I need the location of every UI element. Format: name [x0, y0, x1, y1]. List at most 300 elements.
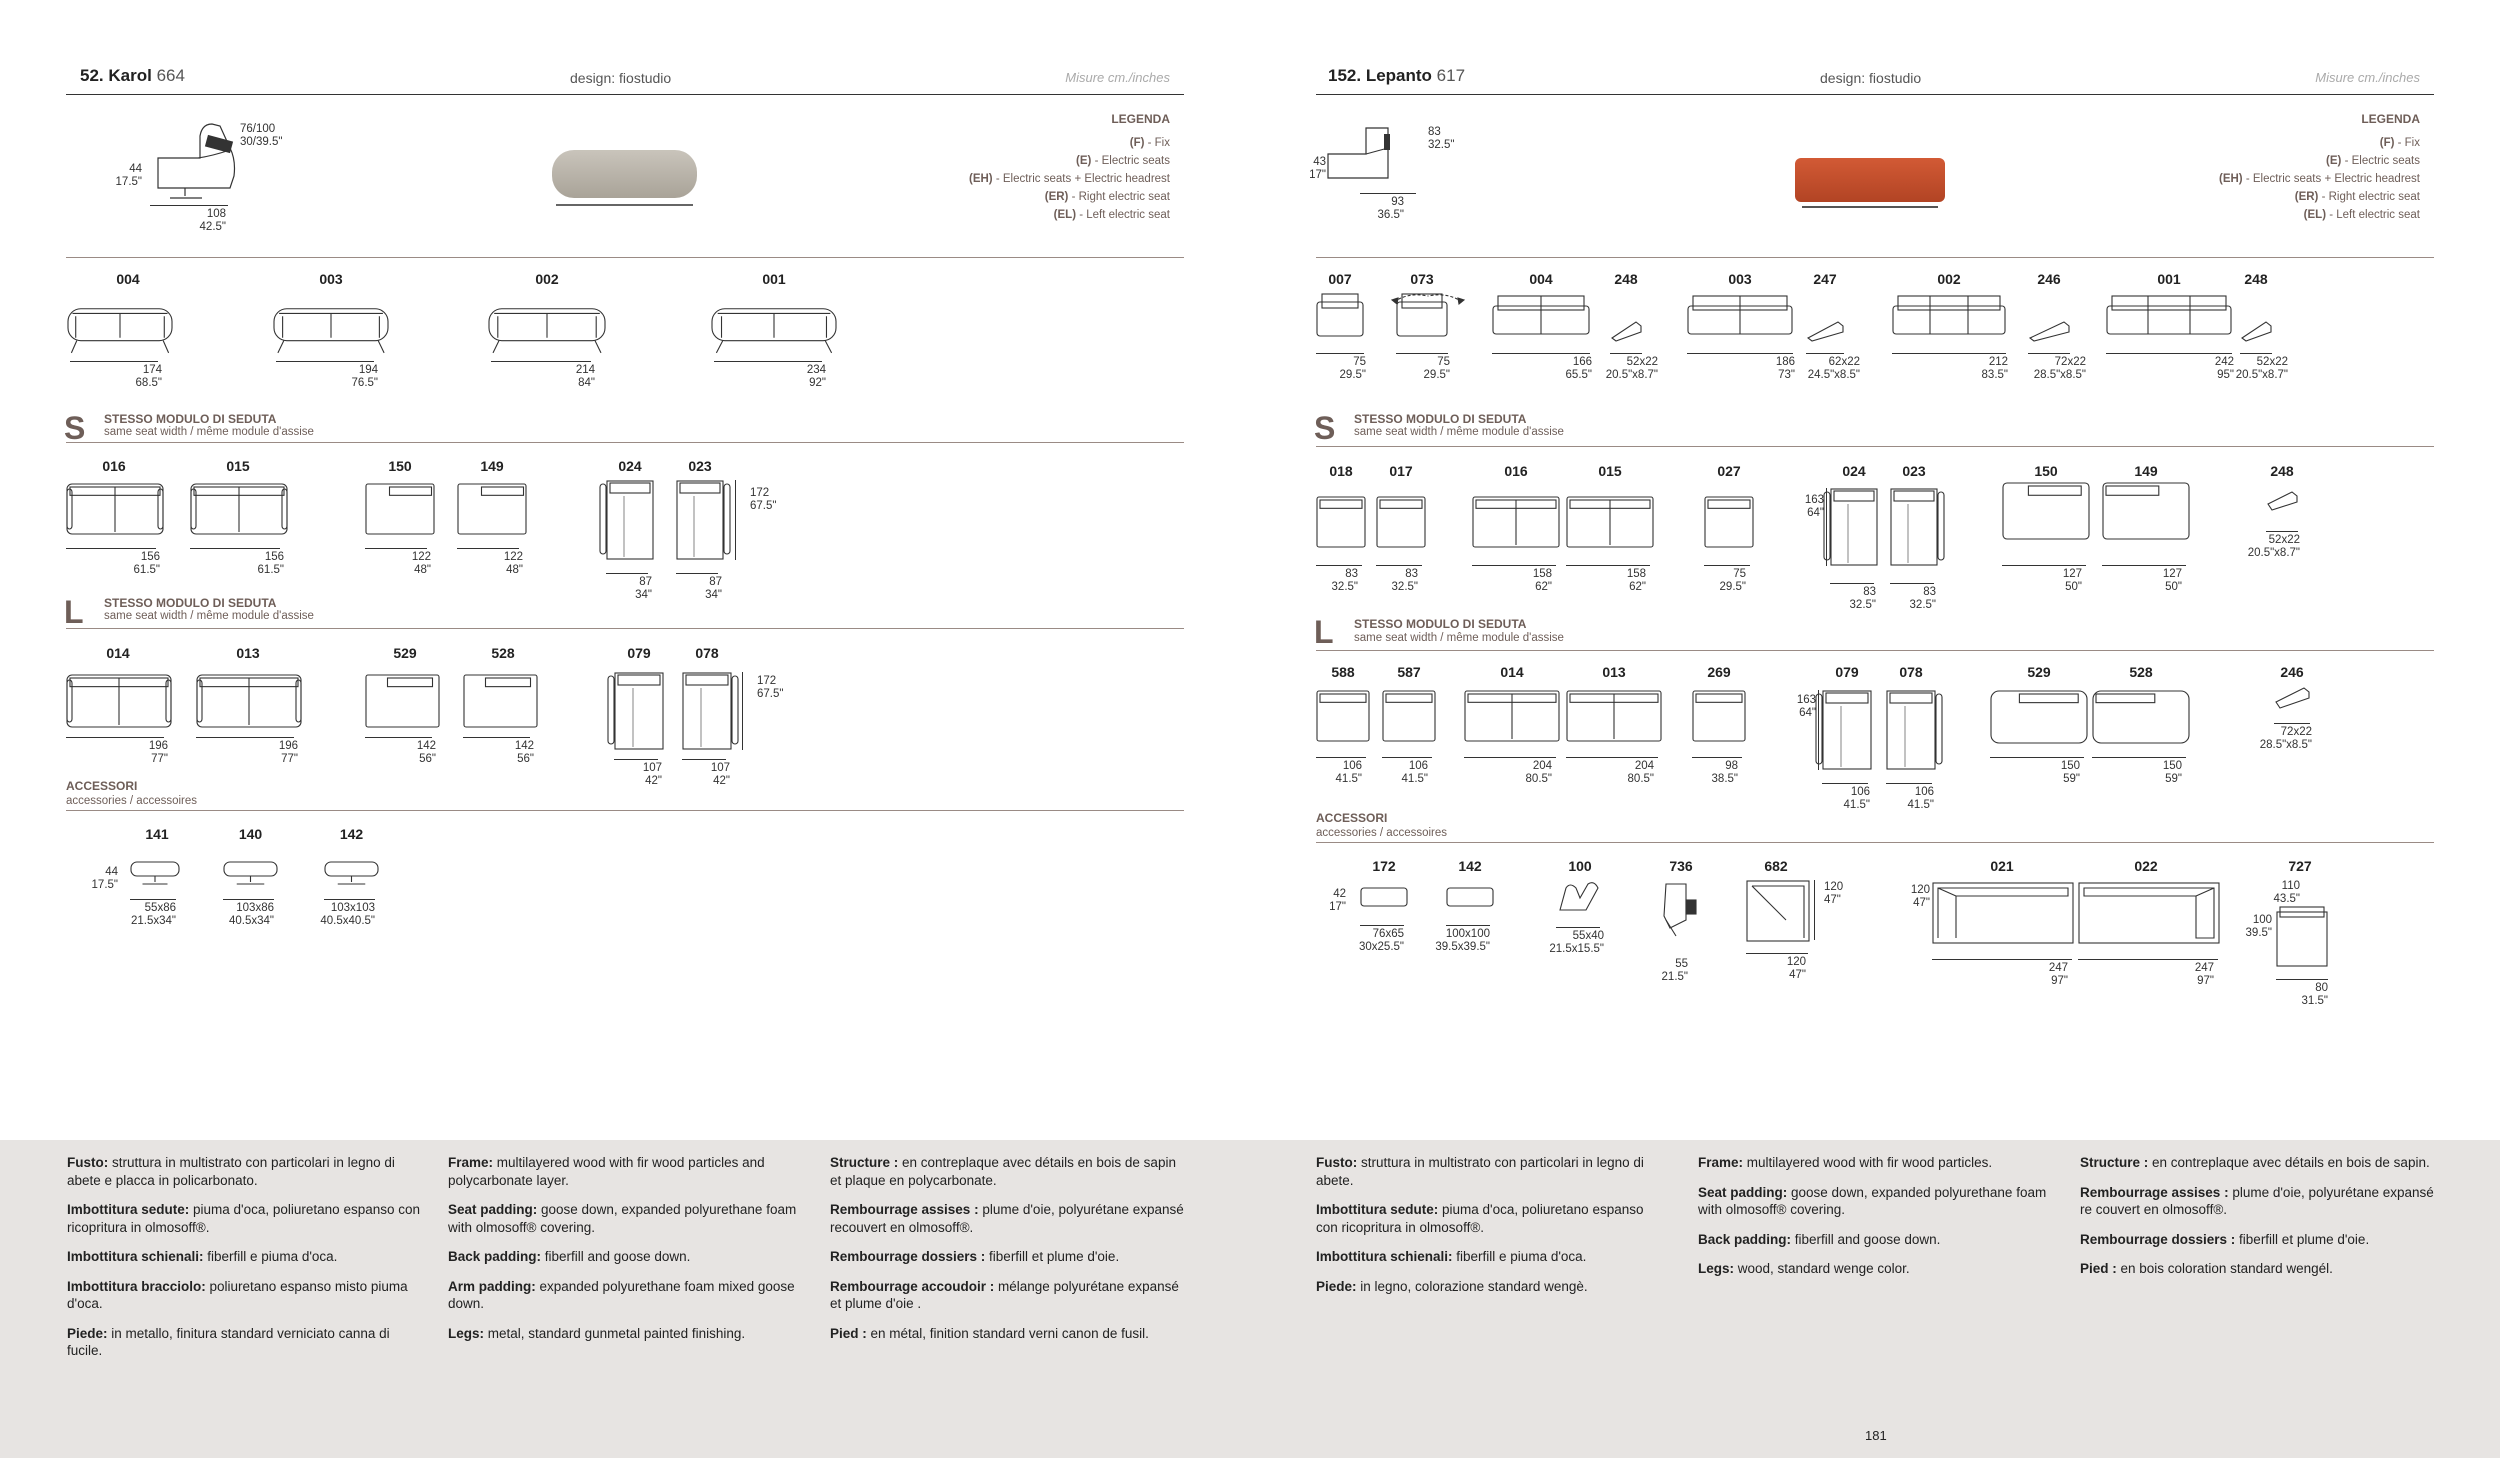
- rule: [66, 257, 1184, 258]
- spec-label: Frame:: [1698, 1155, 1744, 1170]
- dimension-label: 87 34": [635, 576, 652, 601]
- spec-label: Piede:: [67, 1325, 108, 1341]
- spec-paragraph: [448, 1278, 803, 1313]
- depth-line: [1826, 488, 1827, 566]
- legend-item: [870, 206, 1170, 224]
- item-code: 078: [1899, 664, 1923, 680]
- dimension-line: [66, 737, 164, 738]
- dimension-line: [2102, 565, 2186, 566]
- legend-text: - Fix: [1144, 137, 1170, 149]
- legend-code: (EL): [2303, 209, 2327, 221]
- item-code: 248: [2244, 271, 2268, 287]
- spec-label: Structure :: [2080, 1155, 2149, 1170]
- sofa-drawing: [1892, 292, 2006, 338]
- accessories-sub: accessories / accessoires: [66, 795, 198, 807]
- item-code: 002: [1937, 271, 1961, 287]
- item-code: 149: [2134, 463, 2158, 479]
- item-code: 682: [1764, 858, 1788, 874]
- legend-item: [2120, 188, 2420, 206]
- item-code: 141: [145, 826, 169, 842]
- ottoman-drawing: [130, 858, 180, 888]
- spec-text: goose down, expanded polyurethane foam with olmosoff® covering.: [448, 1202, 797, 1235]
- dimension-label: 247 97": [2194, 962, 2214, 987]
- section-sub: same seat width / même module d'assise: [1354, 426, 1564, 438]
- dimension-label: 100x100 39.5x39.5": [1435, 928, 1490, 953]
- product-number: 52.: [80, 66, 104, 85]
- spec-label: Imbottitura sedute:: [67, 1202, 190, 1217]
- dimension-label: 107 42": [642, 762, 662, 787]
- module-drawing: [365, 674, 440, 728]
- module-drawing: [365, 483, 435, 535]
- item-code: 015: [226, 458, 250, 474]
- item-code: 016: [1504, 463, 1528, 479]
- dimension-line: [365, 737, 432, 738]
- product-qty: 664: [156, 66, 185, 85]
- spec-text: struttura in multistrato con particolari in legno di abete e placca in policarbonato.: [67, 1155, 395, 1188]
- product-name: Karol: [108, 66, 152, 85]
- spec-text: multilayered wood with fir wood particles and polycarbonate layer.: [448, 1155, 765, 1188]
- legend-code: (E): [2326, 155, 2342, 167]
- module-drawing: [1316, 690, 1370, 742]
- item-code: 246: [2037, 271, 2061, 287]
- spec-label: Imbottitura schienali:: [67, 1249, 204, 1264]
- cushion-drawing: [1610, 318, 1642, 342]
- spec-label: Pied :: [2080, 1261, 2117, 1276]
- cushion-drawing: [2240, 318, 2272, 342]
- accessories-title: ACCESSORI: [66, 779, 138, 793]
- item-code: 003: [1728, 271, 1752, 287]
- corner-drawing: [1746, 880, 1810, 942]
- dimension-line: [1704, 565, 1750, 566]
- spec-label: Back padding:: [1698, 1231, 1792, 1247]
- product-number: 152.: [1328, 66, 1362, 85]
- dimension-label: 52x22 20.5"x8.7": [2247, 534, 2300, 559]
- chaise-drawing: [682, 672, 732, 750]
- dimension-line: [2276, 979, 2328, 980]
- item-code: 002: [535, 271, 559, 287]
- photo-legs: [556, 196, 693, 206]
- ottoman-drawing: [324, 858, 379, 888]
- legend-code: (F): [1129, 137, 1145, 149]
- rule: [1316, 446, 2434, 447]
- spec-text: en métal, finition standard verni canon de fusil.: [866, 1325, 1149, 1341]
- footer-english: [1698, 1154, 2053, 1290]
- legend-text: - Electric seats: [1091, 155, 1170, 167]
- dimension-line: [190, 548, 280, 549]
- dimension-label: 72x22 28.5"x8.5": [2033, 356, 2086, 381]
- item-code: 001: [762, 271, 786, 287]
- product-photo: [552, 150, 697, 198]
- spec-paragraph: [1316, 1154, 1646, 1189]
- dimension-label: 186 73": [1775, 356, 1795, 381]
- item-code: 140: [238, 826, 263, 842]
- item-code: 529: [2027, 664, 2051, 680]
- dimension-label: 75 29.5": [1719, 568, 1746, 593]
- spec-paragraph: [448, 1248, 803, 1266]
- spec-paragraph: [67, 1201, 422, 1236]
- dimension-line: [2078, 959, 2218, 960]
- section-sub: same seat width / même module d'assise: [104, 610, 314, 622]
- legend-text: - Right electric seat: [2318, 191, 2420, 203]
- item-code: 142: [339, 826, 364, 842]
- dimension-line: [276, 361, 374, 362]
- item-code: 150: [388, 458, 412, 474]
- sofa-drawing: [272, 296, 390, 354]
- dimension-label: 103x103 40.5x40.5": [320, 902, 375, 927]
- chaise-drawing: [1886, 690, 1936, 770]
- designer: design: fiostudio: [1820, 70, 1922, 86]
- spec-label: Seat padding:: [1698, 1184, 1788, 1200]
- dimension-line: [1566, 565, 1650, 566]
- dimension-line: [66, 548, 156, 549]
- spec-text: en contreplaque avec détails en bois de sapin.: [2148, 1155, 2430, 1170]
- dimension-line: [1316, 565, 1362, 566]
- spec-label: Rembourrage assises :: [830, 1202, 979, 1217]
- sofa-drawing: [1316, 292, 1364, 338]
- item-code: 248: [2270, 463, 2294, 479]
- rule: [1316, 842, 2434, 843]
- dimension-label: 62x22 24.5"x8.5": [1807, 356, 1860, 381]
- module-drawing: [1464, 690, 1560, 742]
- chaise-drawing: [1830, 488, 1878, 566]
- item-code: 247: [1813, 271, 1837, 287]
- dimension-label: 163 64": [1804, 494, 1824, 519]
- dimension-label: 150 59": [2162, 760, 2182, 785]
- spec-paragraph: [1698, 1260, 2053, 1278]
- footer-italian: [67, 1154, 422, 1372]
- item-code: 079: [1835, 664, 1859, 680]
- chaise-drawing: [606, 480, 654, 560]
- dimension-label: 172 67.5": [750, 487, 777, 512]
- module-drawing: [1472, 496, 1560, 548]
- item-code: 014: [1500, 664, 1524, 680]
- item-code: 172: [1372, 858, 1396, 874]
- dimension-line: [1746, 953, 1808, 954]
- dimension-line: [1360, 925, 1404, 926]
- spec-text: plume d'oie, polyurétane expansé re couvert en olmosoff®.: [2080, 1184, 2434, 1217]
- spec-paragraph: [1316, 1248, 1646, 1266]
- dimension-line: [1990, 757, 2084, 758]
- spec-label: Structure :: [830, 1155, 899, 1170]
- legend-item: [870, 134, 1170, 152]
- item-code: 246: [2280, 664, 2304, 680]
- spec-text: metal, standard gunmetal painted finishing.: [484, 1325, 746, 1341]
- rule: [66, 810, 1184, 811]
- side-profile-drawing: [1326, 122, 1396, 184]
- spec-label: Imbottitura sedute:: [1316, 1202, 1439, 1217]
- corner-sofa-drawing: [2078, 882, 2220, 944]
- header-rule: [1316, 94, 2434, 95]
- item-code: 248: [1614, 271, 1638, 287]
- spec-text: struttura in multistrato con particolari in legno di abete.: [1316, 1155, 1644, 1188]
- dimension-label: 247 97": [2048, 962, 2068, 987]
- sofa-drawing: [487, 296, 607, 354]
- ottoman-drawing: [1360, 886, 1408, 910]
- dimension-label: 106 41.5": [1907, 786, 1934, 811]
- legend-list: [2120, 134, 2420, 224]
- profile-depth-line: [1360, 193, 1416, 194]
- item-code: 013: [1602, 664, 1626, 680]
- module-drawing: [1382, 690, 1436, 742]
- dimension-line: [1890, 583, 1934, 584]
- spec-text: fiberfill et plume d'oie.: [2235, 1231, 2370, 1247]
- spec-label: Pied :: [830, 1325, 867, 1341]
- item-code: 001: [2157, 271, 2181, 287]
- dimension-label: 166 65.5": [1565, 356, 1592, 381]
- spec-paragraph: [67, 1278, 422, 1313]
- depth-line: [735, 480, 736, 560]
- module-drawing: [2092, 690, 2190, 744]
- item-code: 588: [1331, 664, 1355, 680]
- legend-item: [2120, 152, 2420, 170]
- dimension-label: 234 92": [806, 364, 826, 389]
- item-code: 079: [627, 645, 651, 661]
- item-code: 587: [1397, 664, 1421, 680]
- dimension-label: 83 32.5": [1849, 586, 1876, 611]
- legend-title: LEGENDA: [2361, 112, 2420, 126]
- profile-height: 76/100 30/39.5": [240, 123, 283, 148]
- dimension-line: [2266, 531, 2298, 532]
- spec-text: wood, standard wenge color.: [1734, 1261, 1910, 1276]
- side-profile-drawing: [140, 118, 250, 208]
- module-drawing: [1316, 496, 1366, 548]
- chaise-drawing: [1890, 488, 1938, 566]
- item-code: 021: [1990, 858, 2014, 874]
- item-code: 024: [1842, 463, 1866, 479]
- dimension-line: [196, 737, 294, 738]
- footer-french: [2080, 1154, 2440, 1290]
- legend-code: (ER): [2294, 191, 2319, 203]
- spec-label: Back padding:: [448, 1249, 542, 1264]
- module-drawing: [1566, 690, 1662, 742]
- dimension-label: 106 41.5": [1843, 786, 1870, 811]
- item-code: 018: [1329, 463, 1353, 479]
- spec-text: goose down, expanded polyurethane foam with olmosoff® covering.: [1698, 1184, 2047, 1217]
- dimension-label: 80 31.5": [2301, 982, 2328, 1007]
- dimension-line: [1382, 757, 1432, 758]
- spec-label: Seat padding:: [448, 1202, 538, 1217]
- designer: design: fiostudio: [570, 70, 672, 86]
- dimension-line: [1692, 757, 1742, 758]
- dimension-label: 120 47": [1910, 884, 1930, 909]
- dimension-label: 127 50": [2162, 568, 2182, 593]
- dimension-label: 83 32.5": [1331, 568, 1358, 593]
- dimension-line: [1556, 927, 1600, 928]
- depth-line: [1818, 690, 1819, 770]
- module-drawing: [2102, 482, 2190, 540]
- dimension-label: 214 84": [575, 364, 595, 389]
- footer-panel: [1250, 1140, 2500, 1458]
- dimension-label: 196 77": [278, 740, 298, 765]
- module-drawing: [2002, 482, 2090, 540]
- item-code: 529: [393, 645, 417, 661]
- dimension-label: 98 38.5": [1711, 760, 1738, 785]
- dimension-line: [1446, 925, 1490, 926]
- dimension-line: [1610, 353, 1642, 354]
- section-sub: same seat width / même module d'assise: [104, 426, 314, 438]
- spec-label: Imbottitura bracciolo:: [67, 1278, 206, 1294]
- cushion-drawing: [2028, 318, 2070, 342]
- legend-text: - Electric seats: [2341, 155, 2420, 167]
- module-drawing: [190, 483, 288, 535]
- dimension-line: [1472, 565, 1556, 566]
- dimension-line: [606, 573, 648, 574]
- sofa-drawing: [66, 296, 174, 354]
- pouf-drawing: [2276, 906, 2328, 968]
- ottoman-drawing: [223, 858, 278, 888]
- item-code: 015: [1598, 463, 1622, 479]
- dimension-label: 163 64": [1796, 694, 1816, 719]
- dimension-line: [223, 899, 274, 900]
- product-qty: 617: [1436, 66, 1466, 85]
- legend-text: - Electric seats + Electric headrest: [992, 173, 1170, 185]
- photo-legs: [1802, 200, 1938, 208]
- item-code: 150: [2034, 463, 2058, 479]
- dimension-line: [2092, 757, 2186, 758]
- product-title: [80, 66, 185, 86]
- dimension-label: 100 39.5": [2245, 914, 2272, 939]
- spec-text: en contreplaque avec détails en bois de sapin et plaque en polycarbonate.: [830, 1155, 1176, 1188]
- spec-text: piuma d'oca, poliuretano espanso con ricopritura in olmosoff®.: [1316, 1202, 1644, 1235]
- spec-label: Imbottitura schienali:: [1316, 1249, 1453, 1264]
- spec-text: in metallo, finitura standard verniciato canna di fucile.: [67, 1325, 390, 1358]
- dimension-label: 107 42": [710, 762, 730, 787]
- dimension-label: 72x22 28.5"x8.5": [2259, 726, 2312, 751]
- dimension-line: [1892, 353, 2006, 354]
- legend-item: [2120, 134, 2420, 152]
- dimension-label: 83 32.5": [1391, 568, 1418, 593]
- spec-label: Fusto:: [67, 1155, 109, 1170]
- spec-paragraph: [830, 1325, 1185, 1343]
- spec-paragraph: [830, 1248, 1185, 1266]
- dimension-label: 55x86 21.5x34": [130, 902, 176, 927]
- spec-paragraph: [67, 1154, 422, 1189]
- profile-seat: 44 17.5": [115, 163, 142, 188]
- dimension-line: [1822, 783, 1868, 784]
- dimension-label: 158 62": [1532, 568, 1552, 593]
- dimension-line: [1806, 353, 1844, 354]
- legend-code: (EH): [969, 173, 993, 185]
- dimension-label: 156 61.5": [133, 551, 160, 576]
- dimension-label: 142 56": [514, 740, 534, 765]
- dimension-line: [463, 737, 530, 738]
- legend-text: - Left electric seat: [1076, 209, 1170, 221]
- dimension-line: [1316, 757, 1366, 758]
- item-code: 004: [1529, 271, 1553, 287]
- dimension-label: 75 29.5": [1339, 356, 1366, 381]
- dimension-label: 55x40 21.5x15.5": [1549, 930, 1604, 955]
- ottoman-drawing: [1446, 886, 1494, 910]
- spec-paragraph: [1698, 1231, 2053, 1249]
- spec-text: plume d'oie, polyurétane expansé recouvert en olmosoff®.: [830, 1202, 1184, 1235]
- item-code: 023: [688, 458, 712, 474]
- section-letter-l: L: [64, 594, 84, 630]
- item-code: 017: [1389, 463, 1413, 479]
- dimension-label: 158 62": [1626, 568, 1646, 593]
- dimension-label: 196 77": [148, 740, 168, 765]
- item-code: 528: [2129, 664, 2153, 680]
- dimension-label: 110 43.5": [2273, 880, 2300, 905]
- dimension-line: [614, 759, 658, 760]
- spec-paragraph: [830, 1154, 1185, 1189]
- spec-paragraph: [1698, 1184, 2053, 1219]
- spec-label: Rembourrage accoudoir :: [830, 1278, 995, 1294]
- item-code: 078: [695, 645, 719, 661]
- dimension-label: 122 48": [503, 551, 523, 576]
- dimension-line: [1830, 583, 1874, 584]
- spec-text: fiberfill e piuma d'oca.: [1452, 1249, 1587, 1264]
- dimension-line: [1376, 565, 1422, 566]
- legend-code: (EL): [1053, 209, 1077, 221]
- spec-paragraph: [67, 1248, 422, 1266]
- spec-label: Rembourrage dossiers :: [830, 1249, 986, 1264]
- module-drawing: [66, 483, 164, 535]
- cushion-drawing: [1806, 318, 1844, 342]
- electric-arrows-icon: [1388, 290, 1468, 308]
- module-drawing: [463, 674, 538, 728]
- spec-paragraph: [1698, 1154, 2053, 1172]
- dimension-label: 83 32.5": [1909, 586, 1936, 611]
- product-name: Lepanto: [1365, 66, 1432, 85]
- module-drawing: [1990, 690, 2088, 744]
- legend-item: [870, 188, 1170, 206]
- acc-height: 44 17.5": [91, 866, 118, 891]
- spec-text: in legno, colorazione standard wengè.: [1356, 1278, 1588, 1294]
- spec-label: Legs:: [1698, 1261, 1735, 1276]
- section-title: STESSO MODULO DI SEDUTA: [104, 412, 277, 426]
- footer-english: [448, 1154, 803, 1354]
- dimension-label: 212 83.5": [1981, 356, 2008, 381]
- legend-code: (E): [1076, 155, 1092, 167]
- dimension-line: [682, 759, 726, 760]
- dimension-label: 75 29.5": [1423, 356, 1450, 381]
- dimension-line: [2002, 565, 2086, 566]
- legend-item: [2120, 206, 2420, 224]
- dimension-label: 52x22 20.5"x8.7": [2235, 356, 2288, 381]
- dimension-label: 194 76.5": [351, 364, 378, 389]
- dimension-label: 87 34": [705, 576, 722, 601]
- product-photo: [1795, 158, 1945, 202]
- spec-label: Rembourrage assises :: [2080, 1184, 2229, 1200]
- dimension-line: [714, 361, 822, 362]
- spec-paragraph: [2080, 1154, 2440, 1172]
- module-drawing: [1376, 496, 1426, 548]
- item-code: 027: [1717, 463, 1741, 479]
- section-title: STESSO MODULO DI SEDUTA: [104, 596, 277, 610]
- dimension-label: 103x86 40.5x34": [228, 902, 274, 927]
- item-code: 003: [319, 271, 343, 287]
- dimension-line: [130, 899, 176, 900]
- dimension-line: [676, 573, 718, 574]
- chaise-drawing: [1822, 690, 1872, 770]
- profile-height: 83 32.5": [1428, 126, 1455, 151]
- spec-label: Legs:: [448, 1325, 485, 1341]
- spec-text: mélange polyurétane expansé et plume d'oie .: [830, 1278, 1179, 1311]
- right-page: [1250, 0, 2500, 1458]
- legend-title: LEGENDA: [1111, 112, 1170, 126]
- dimension-line: [457, 548, 519, 549]
- dimension-line: [324, 899, 375, 900]
- cushion-drawing: [2266, 490, 2298, 512]
- footer-panel: [0, 1140, 1250, 1458]
- dimension-label: 204 80.5": [1525, 760, 1552, 785]
- units-label: Misure cm./inches: [1065, 70, 1170, 85]
- spec-paragraph: [2080, 1184, 2440, 1219]
- dimension-line: [1687, 353, 1793, 354]
- legend-text: - Fix: [2394, 137, 2420, 149]
- spec-text: fiberfill et plume d'oie.: [985, 1249, 1120, 1264]
- spec-paragraph: [448, 1154, 803, 1189]
